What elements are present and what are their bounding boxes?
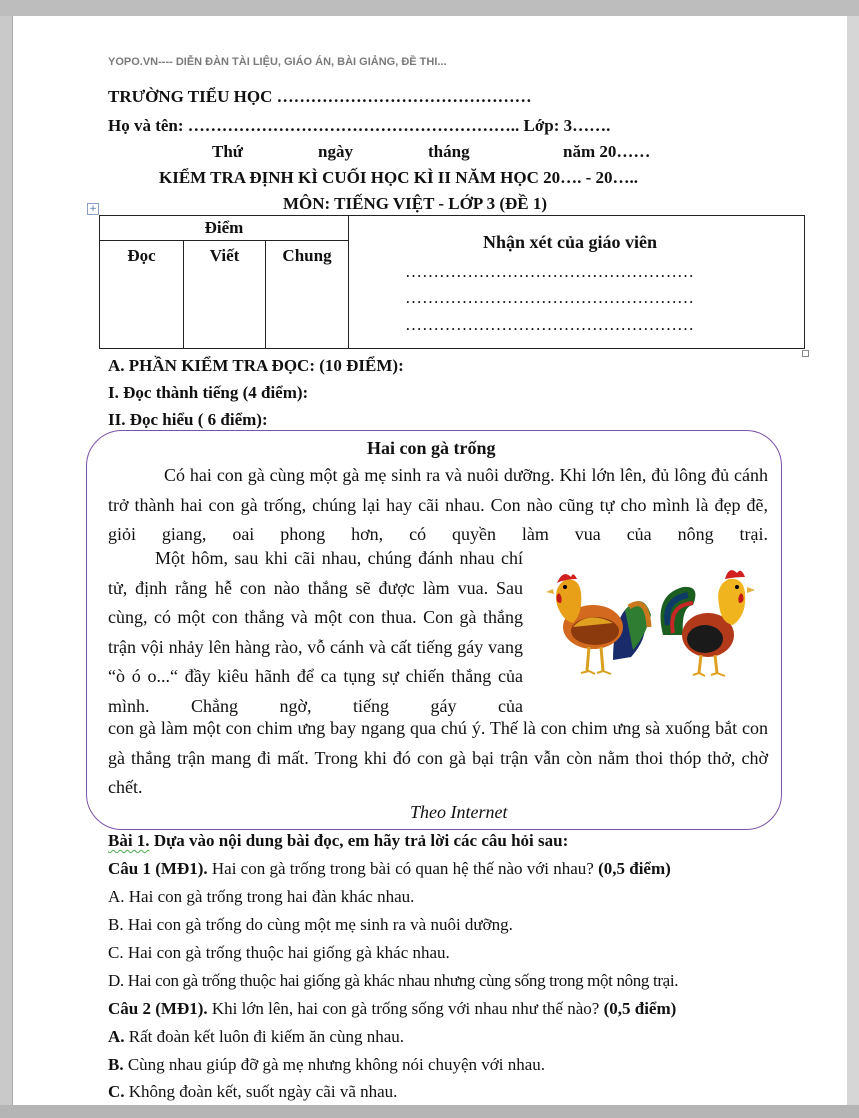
name-class-line: Họ và tên: ………………………………………………….. Lớp: 3…….	[108, 116, 611, 135]
score-doc-cell[interactable]	[100, 241, 184, 349]
table-move-handle-icon[interactable]: +	[87, 203, 99, 215]
q2-b-letter: B.	[108, 1055, 124, 1074]
q1-points: (0,5 điểm)	[593, 859, 671, 878]
date-ngay: ngày	[318, 142, 353, 161]
part-2-heading: II. Đọc hiểu ( 6 điểm):	[108, 410, 268, 429]
right-gutter	[847, 16, 859, 1118]
subject-title: MÔN: TIẾNG VIỆT - LỚP 3 (ĐỀ 1)	[283, 194, 548, 213]
score-viet-label: Viết	[209, 246, 240, 265]
bottom-bar	[0, 1105, 859, 1118]
story-paragraph-1: Có hai con gà cùng một gà mẹ sinh ra và nuôi dưỡng. Khi lớn lên, đủ lông đủ cánh trở thành hai con gà trống, chúng lại hay cãi nhau. Con nào cũng tự cho mình là đẹp đẽ, giỏi giang, oai phong hơn, có quyền làm vua của nông trại.	[108, 465, 768, 544]
q2-option-b	[108, 1055, 545, 1075]
date-thu: Thứ	[212, 142, 243, 161]
toolbar-area	[0, 0, 859, 16]
question-1	[108, 859, 671, 879]
story-title: Hai con gà trống	[367, 438, 496, 458]
comment-dots-3: ……………………………………………	[405, 315, 694, 334]
part-1-heading: I. Đọc thành tiếng (4 điểm):	[108, 383, 309, 402]
section-a-heading: A. PHẦN KIỂM TRA ĐỌC: (10 ĐIỂM):	[108, 356, 404, 375]
bai1-label: Bài 1.	[108, 831, 150, 850]
score-doc-label: Đọc	[127, 246, 156, 265]
q2-option-a	[108, 1027, 404, 1047]
comment-dots-1: ……………………………………………	[405, 262, 694, 281]
q2-a-text: Rất đoàn kết luôn đi kiếm ăn cùng nhau.	[124, 1027, 405, 1046]
q2-points: (0,5 điểm)	[599, 999, 677, 1018]
q2-label: Câu 2 (MĐ1).	[108, 999, 208, 1018]
story-paragraph-2a: Một hôm, sau khi cãi nhau, chúng đánh nhau chí tử, định rằng hễ con nào thắng sẽ được làm vua. Sau cùng, có một con thắng và một con thua. Con gà thắng trận vội nhảy lên hàng rào, vỗ cánh và cất tiếng gáy vang “ò ó o...“ đầy kiêu hãnh để ca tụng sự chiến thắng của mình. Chẳng ngờ, tiếng gáy của	[108, 548, 523, 716]
q2-text: Khi lớn lên, hai con gà trống sống với nhau như thế nào?	[207, 999, 600, 1018]
q1-option-b: B. Hai con gà trống do cùng một mẹ sinh ra và nuôi dưỡng.	[108, 915, 513, 934]
q1-option-c: C. Hai con gà trống thuộc hai giống gà khác nhau.	[108, 943, 450, 962]
score-viet-cell[interactable]	[184, 241, 266, 349]
bai1-line	[108, 831, 568, 851]
q2-b-text: Cùng nhau giúp đỡ gà mẹ nhưng không nói chuyện với nhau.	[123, 1055, 546, 1074]
table-resize-handle[interactable]	[802, 350, 809, 357]
date-thang: tháng	[428, 142, 470, 161]
q1-label: Câu 1 (MĐ1).	[108, 859, 208, 878]
score-chung-cell[interactable]	[266, 241, 349, 349]
score-chung-label: Chung	[282, 246, 332, 265]
score-table	[99, 215, 805, 349]
rooster-right	[661, 570, 756, 676]
exam-title: KIỂM TRA ĐỊNH KÌ CUỐI HỌC KÌ II NĂM HỌC 20…. - 20…..	[159, 168, 639, 187]
q1-option-a: A. Hai con gà trống trong hai đàn khác nhau.	[108, 887, 415, 906]
teacher-comment-cell[interactable]	[349, 216, 805, 349]
date-nam: năm 20……	[563, 142, 651, 161]
bai1-text: Dựa vào nội dung bài đọc, em hãy trả lời các câu hỏi sau:	[149, 831, 569, 850]
q2-a-letter: A.	[108, 1027, 125, 1046]
q1-option-d: D. Hai con gà trống thuộc hai giống gà khác nhau nhưng cùng sống trong một nông trại.	[108, 971, 679, 990]
comment-label: Nhận xét của giáo viên	[483, 232, 658, 252]
comment-dots-2: ……………………………………………	[405, 288, 694, 307]
q2-c-text: Không đoàn kết, suốt ngày cãi vã nhau.	[124, 1082, 398, 1101]
q2-c-letter: C.	[108, 1082, 125, 1101]
story-source: Theo Internet	[410, 802, 508, 822]
question-2	[108, 999, 676, 1019]
q2-option-c	[108, 1082, 397, 1102]
rooster-left	[546, 574, 651, 674]
school-line: TRƯỜNG TIỂU HỌC ………………………………………	[108, 87, 532, 106]
story-paragraph-2b: con gà làm một con chim ưng bay ngang qua chú ý. Thế là con chim ưng sà xuống bắt con gà thắng trận mang đi mất. Trong khi đó con gà bại trận vẫn còn nằm thoi thóp thở, chờ chết.	[108, 718, 768, 797]
roosters-image	[543, 565, 763, 680]
q1-text: Hai con gà trống trong bài có quan hệ thế nào với nhau?	[207, 859, 594, 878]
site-header: YOPO.VN---- DIỄN ĐÀN TÀI LIỆU, GIÁO ÁN, BÀI GIẢNG, ĐỀ THI...	[108, 56, 447, 68]
score-header: Điểm	[100, 216, 349, 241]
